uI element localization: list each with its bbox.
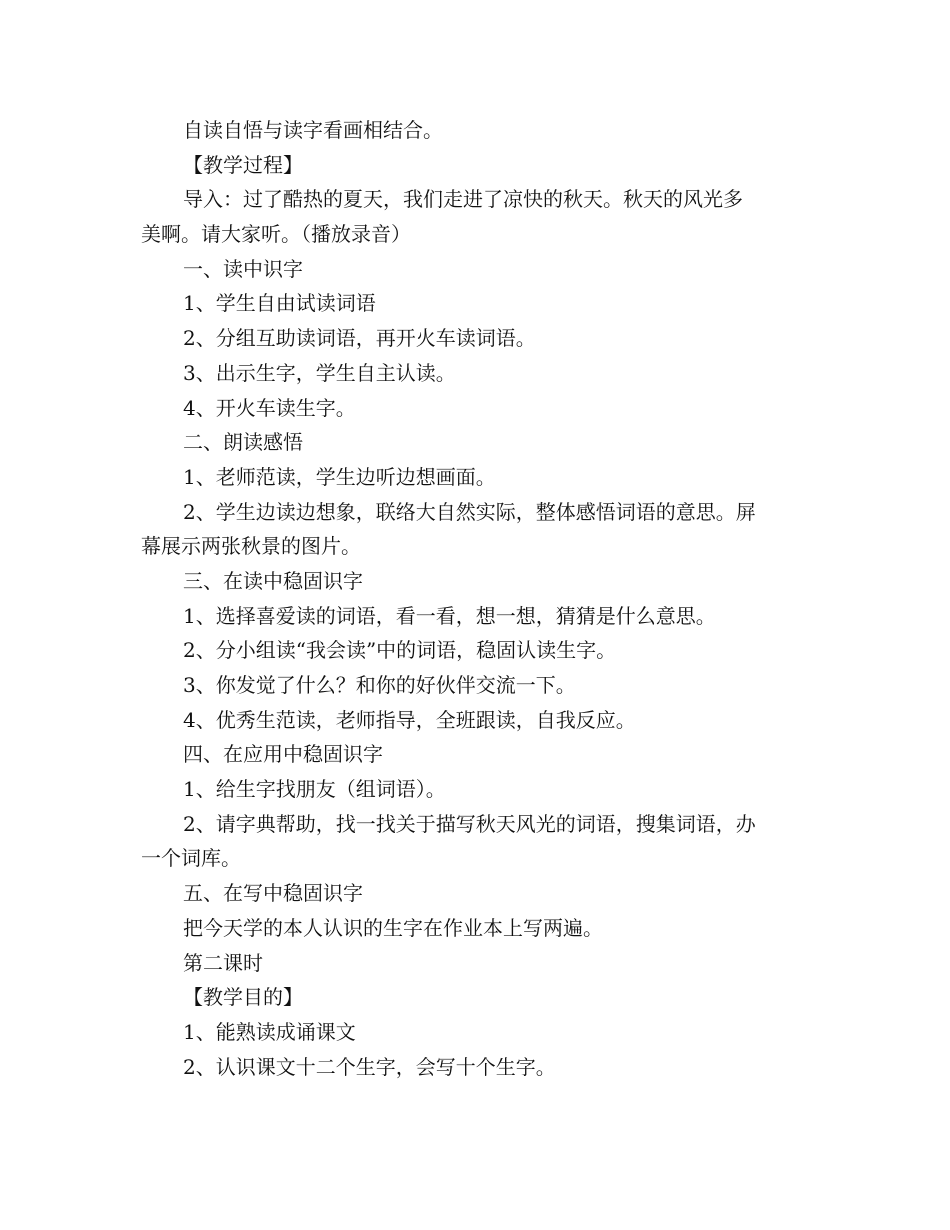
list-item: 4、优秀生范读，老师指导，全班跟读，自我反应。: [183, 707, 636, 732]
paragraph-line: 一个词库。: [141, 846, 241, 871]
list-item: 1、学生自由试读词语: [183, 291, 376, 316]
paragraph-line: 导入：过了酷热的夏天，我们走进了凉快的秋天。秋天的风光多: [183, 187, 743, 212]
list-item: 2、分组互助读词语，再开火车读词语。: [183, 326, 536, 351]
list-item: 2、学生边读边想象，联络大自然实际，整体感悟词语的意思。屏: [183, 499, 756, 524]
section-heading: 五、在写中稳固识字: [183, 881, 363, 906]
paragraph-line: 自读自悟与读字看画相结合。: [183, 118, 443, 142]
list-item: 3、你发觉了什么？和你的好伙伴交流一下。: [183, 673, 576, 697]
list-item: 1、给生字找朋友（组词语）。: [183, 777, 446, 802]
list-item: 4、开火车读生字。: [183, 395, 356, 420]
section-heading: 第二课时: [183, 950, 263, 975]
list-item: 1、老师范读，学生边听边想画面。: [183, 464, 496, 489]
document-body: [141, 113, 821, 1084]
paragraph-line: 把今天学的本人认识的生字在作业本上写两遍。: [183, 915, 603, 940]
list-item: 1、能熟读成诵课文: [183, 1019, 356, 1044]
list-item: 2、认识课文十二个生字，会写十个生字。: [183, 1054, 556, 1079]
list-item: 2、分小组读“我会读”中的词语，稳固认读生字。: [183, 638, 617, 663]
section-heading: 二、朗读感悟: [183, 430, 303, 455]
section-heading: 【教学过程】: [183, 152, 303, 177]
paragraph-line: 美啊。请大家听。（播放录音）: [141, 222, 411, 247]
section-heading: 【教学目的】: [183, 985, 303, 1010]
paragraph-line: 幕展示两张秋景的图片。: [141, 534, 361, 559]
section-heading: 四、在应用中稳固识字: [183, 742, 383, 767]
section-heading: 三、在读中稳固识字: [183, 568, 363, 593]
list-item: 2、请字典帮助，找一找关于描写秋天风光的词语，搜集词语，办: [183, 811, 756, 836]
section-heading: 一、读中识字: [183, 256, 303, 281]
list-item: 3、出示生字，学生自主认读。: [183, 360, 456, 385]
list-item: 1、选择喜爱读的词语，看一看，想一想，猜猜是什么意思。: [183, 603, 716, 628]
